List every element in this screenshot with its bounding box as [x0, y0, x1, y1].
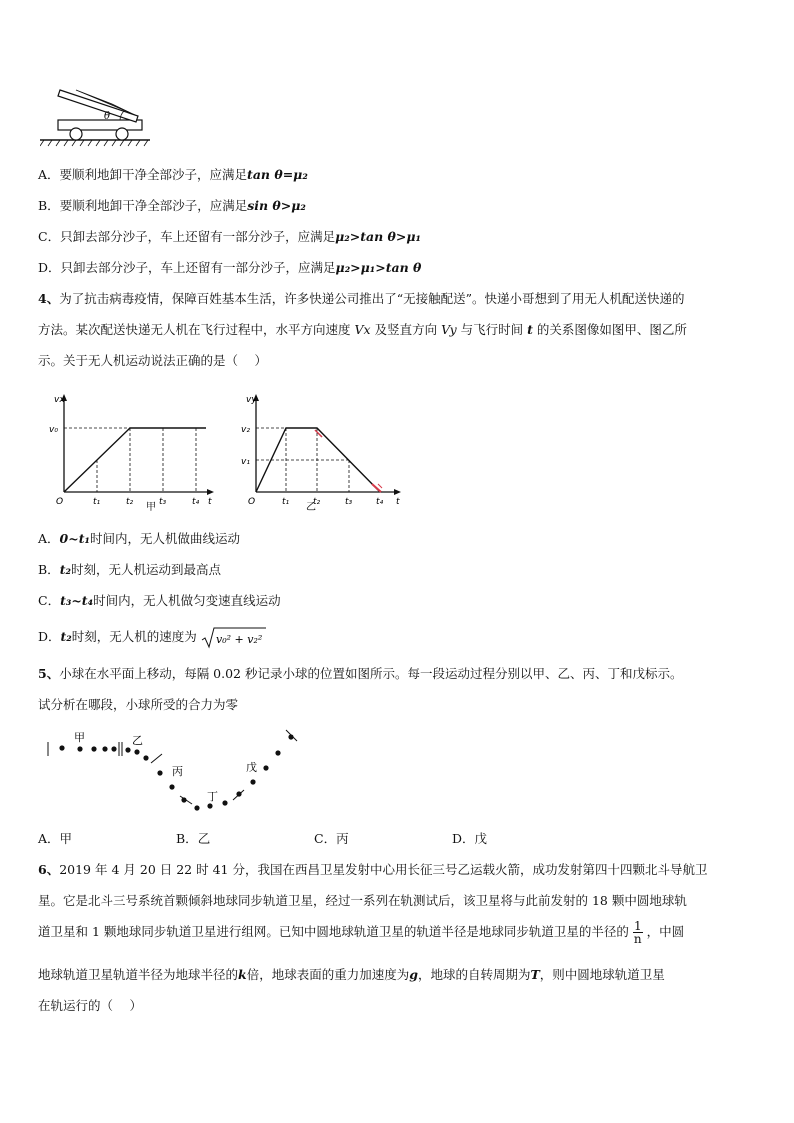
q5-stem-line2: 试分析在哪段，小球所受的合力为零: [38, 697, 239, 712]
q4-option-a[interactable]: A．0~t₁时间内，无人机做曲线运动: [38, 531, 240, 546]
q6-stem-line2: 星。它是北斗三号系统首颗倾斜地球同步轨道卫星，经过一系列在轨测试后，该卫星将与此前发射的 18 颗中圆地球轨: [38, 893, 687, 908]
sqrt-symbol: [201, 626, 267, 650]
q3-option-c[interactable]: C．只卸去部分沙子，车上还留有一部分沙子，应满足μ₂>tan θ>μ₁: [38, 229, 421, 244]
ball-trajectory-figure: [40, 728, 310, 820]
segment-label-yi: 乙: [132, 734, 143, 747]
q4-stem-line1: 4、为了抗击病毒疫情，保障百姓基本生活，许多快递公司推出了“无接触配送”。快递小哥想到了用无人机配送快递的: [38, 291, 685, 306]
segment-label-wu: 戊: [246, 761, 257, 774]
segment-label-bing: 丙: [172, 765, 183, 778]
graph-jia-caption: 甲: [146, 502, 156, 513]
q4-option-d[interactable]: D．t₂时刻，无人机的速度为 v₀² + v₂²: [38, 624, 267, 650]
graph-jia-tick-t4: t₄: [192, 497, 200, 507]
q5-number: 5、: [38, 666, 60, 681]
q5-stem-line1: 5、小球在水平面上移动，每隔 0.02 秒记录小球的位置如图所示。每一段运动过程分别以甲、乙、丙、丁和戊标示。: [38, 666, 683, 681]
q3-option-a[interactable]: A．要顺利地卸干净全部沙子，应满足tan θ=μ₂: [38, 167, 308, 182]
q6-stem-line4: 地球轨道卫星轨道半径为地球半径的k倍，地球表面的重力加速度为g，地球的自转周期为T，则中圆地球轨道卫星: [38, 967, 665, 982]
q6-stem-line1: 6、2019 年 4 月 20 日 22 时 41 分，我国在西昌卫星发射中心用长征三号乙运载火箭，成功发射第四十四颗北斗导航卫: [38, 862, 708, 877]
graph-yi-tick-t3: t₃: [345, 497, 353, 507]
graph-yi-vy-t: [232, 392, 407, 514]
q4-stem-line3: 示。关于无人机运动说法正确的是（ ）: [38, 353, 267, 368]
graph-yi-tick-t2: t₂: [313, 497, 321, 507]
dump-truck-figure: [40, 78, 160, 150]
q3-option-b[interactable]: B．要顺利地卸干净全部沙子，应满足sin θ>μ₂: [38, 198, 306, 213]
theta-label: θ: [104, 111, 111, 122]
graph-jia-tick-t1: t₁: [93, 497, 101, 507]
graph-jia-tick-t2: t₂: [126, 497, 134, 507]
graph-jia-vx-t: [40, 392, 215, 514]
graph-jia-v0-label: v₀: [49, 425, 58, 435]
q3-option-c-condition: μ₂>tan θ>μ₁: [335, 229, 421, 244]
q6-number: 6、: [38, 862, 60, 877]
q5-option-a[interactable]: A．甲: [38, 831, 73, 846]
graph-yi-origin: O: [248, 497, 256, 507]
graph-jia-y-label: vx: [54, 395, 65, 405]
q6-stem-line3: 道卫星和 1 颗地球同步轨道卫星进行组网。已知中圆地球轨道卫星的轨道半径是地球同步轨道卫星的半径的 $\frac{1}{n}$ ，中圆: [38, 919, 685, 946]
fraction-1-over-n: $\frac{1}{n}$: [633, 919, 642, 946]
segment-label-ding: 丁: [207, 790, 218, 803]
q5-option-d[interactable]: D．戊: [452, 831, 488, 846]
segment-label-jia: 甲: [74, 731, 85, 744]
graph-yi-y-label: vy: [246, 395, 257, 405]
graph-yi-tick-t4: t₄: [376, 497, 384, 507]
graph-jia-t-label: t: [208, 497, 212, 507]
graph-yi-caption: 乙: [306, 502, 316, 513]
q4-option-c[interactable]: C．t₃~t₄时间内，无人机做匀变速直线运动: [38, 593, 281, 608]
q3-option-b-condition: sin θ>μ₂: [247, 198, 306, 213]
q4-number: 4、: [38, 291, 60, 306]
graph-yi-t-label: t: [396, 497, 400, 507]
q4-option-b[interactable]: B．t₂时刻，无人机运动到最高点: [38, 562, 221, 577]
graph-jia-tick-t3: t₃: [159, 497, 167, 507]
q3-option-a-condition: tan θ=μ₂: [247, 167, 308, 182]
q3-option-d[interactable]: D．只卸去部分沙子，车上还留有一部分沙子，应满足μ₂>μ₁>tan θ: [38, 260, 422, 275]
q5-option-c[interactable]: C．丙: [314, 831, 349, 846]
sqrt-formula: v₀² + v₂²: [215, 632, 263, 646]
graph-yi-v2-label: v₂: [241, 425, 250, 435]
graph-jia-origin: O: [56, 497, 64, 507]
graph-yi-v1-label: v₁: [241, 457, 250, 467]
graph-yi-tick-t1: t₁: [282, 497, 290, 507]
q4-stem-line2: 方法。某次配送快递无人机在飞行过程中，水平方向速度 Vx 及竖直方向 Vy 与飞行时间 t 的关系图像如图甲、图乙所: [38, 322, 687, 337]
q6-stem-line5: 在轨运行的（ ）: [38, 998, 142, 1013]
q5-option-b[interactable]: B．乙: [176, 831, 211, 846]
q3-option-d-condition: μ₂>μ₁>tan θ: [335, 260, 422, 275]
